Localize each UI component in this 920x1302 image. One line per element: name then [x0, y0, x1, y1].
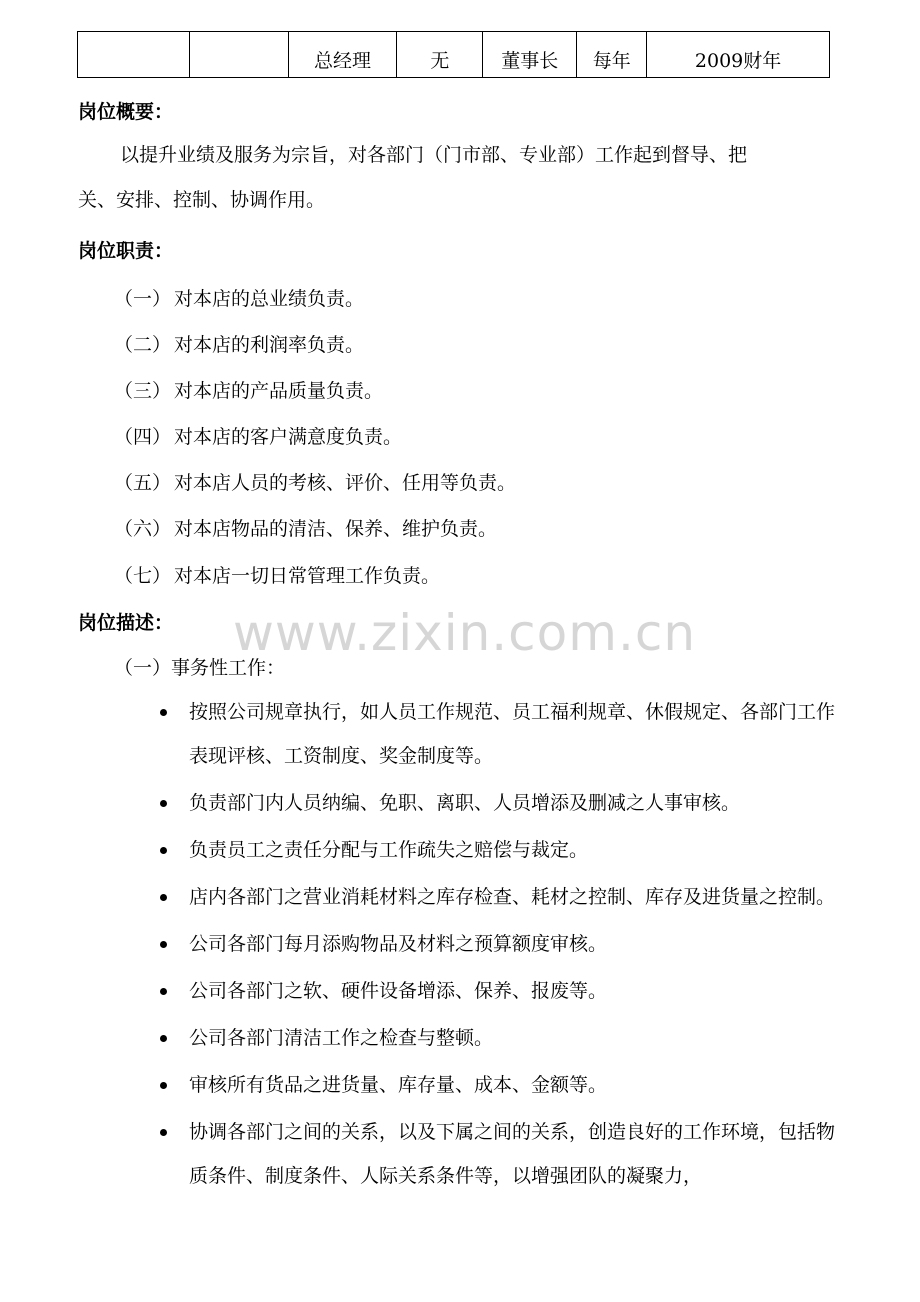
duty-text: 对本店一切日常管理工作负责。: [174, 565, 441, 587]
info-table: [77, 31, 830, 78]
duty-number: （二）: [114, 334, 172, 356]
list-item: [160, 969, 850, 1013]
bullet-icon: [160, 709, 167, 716]
duties-heading: 岗位职责：: [78, 240, 174, 262]
table-row: [78, 32, 830, 78]
duty-text: 对本店的利润率负责。: [174, 334, 365, 356]
duty-item: [114, 422, 402, 449]
duty-item: [114, 468, 516, 495]
bullet-icon: [160, 988, 167, 995]
duty-item: [114, 284, 364, 311]
list-item: [160, 1016, 850, 1060]
list-item: [160, 1110, 850, 1198]
bullet-icon: [160, 1082, 167, 1089]
watermark: www.zixin.com.cn: [233, 604, 697, 662]
duty-number: （七）: [114, 565, 172, 587]
description-subheading: （一）事务性工作：: [114, 657, 286, 679]
duty-item: [114, 376, 383, 403]
bullet-text: 负责员工之责任分配与工作疏失之赔偿与裁定。: [189, 839, 589, 861]
bullet-icon: [160, 894, 167, 901]
list-item: [160, 875, 850, 919]
duty-text: 对本店的客户满意度负责。: [174, 426, 403, 448]
bullet-text: 店内各部门之营业消耗材料之库存检查、耗材之控制、库存及进货量之控制。: [189, 886, 836, 908]
list-item: [160, 690, 850, 778]
duty-text: 对本店的产品质量负责。: [174, 380, 384, 402]
duty-text: 对本店人员的考核、评价、任用等负责。: [174, 472, 517, 494]
duty-number: （五）: [114, 472, 172, 494]
bullet-text: 公司各部门清洁工作之检查与整顿。: [189, 1027, 494, 1049]
bullet-text: 公司各部门每月添购物品及材料之预算额度审核。: [189, 933, 608, 955]
overview-line: 关、安排、控制、协调作用。: [78, 189, 326, 211]
bullet-icon: [160, 1129, 167, 1136]
duty-item: [114, 514, 497, 541]
duty-item: [114, 561, 440, 588]
overview-heading: 岗位概要：: [78, 101, 174, 123]
bullet-text: 负责部门内人员纳编、免职、离职、人员增添及删减之人事审核。: [189, 792, 741, 814]
duty-item: [114, 330, 364, 357]
table-cell: 无: [397, 32, 483, 78]
table-cell: 每年: [577, 32, 647, 78]
table-cell: 2009财年: [647, 32, 830, 78]
bullet-icon: [160, 847, 167, 854]
bullet-text: 协调各部门之间的关系，以及下属之间的关系，创造良好的工作环境，包括物质条件、制度条件、人际关系条件等，以增强团队的凝聚力，: [189, 1121, 836, 1187]
table-cell: 董事长: [483, 32, 577, 78]
duty-text: 对本店的总业绩负责。: [174, 288, 365, 310]
list-item: [160, 828, 850, 872]
duty-text: 对本店物品的清洁、保养、维护负责。: [174, 518, 498, 540]
bullet-icon: [160, 800, 167, 807]
duty-number: （三）: [114, 380, 172, 402]
table-cell: 总经理: [288, 32, 397, 78]
list-item: [160, 1063, 850, 1107]
duty-number: （一）: [114, 288, 172, 310]
description-bullet-list: [160, 690, 850, 1201]
table-cell: [78, 32, 190, 78]
bullet-text: 审核所有货品之进货量、库存量、成本、金额等。: [189, 1074, 608, 1096]
table-cell: [189, 32, 288, 78]
bullet-icon: [160, 941, 167, 948]
description-heading: 岗位描述：: [78, 612, 174, 634]
bullet-text: 按照公司规章执行，如人员工作规范、员工福利规章、休假规定、各部门工作表现评核、工资制度、奖金制度等。: [189, 701, 836, 767]
list-item: [160, 781, 850, 825]
duty-number: （六）: [114, 518, 172, 540]
bullet-text: 公司各部门之软、硬件设备增添、保养、报废等。: [189, 980, 608, 1002]
duty-number: （四）: [114, 426, 172, 448]
overview-text: [78, 133, 848, 223]
bullet-icon: [160, 1035, 167, 1042]
overview-line: 以提升业绩及服务为宗旨，对各部门（门市部、专业部）工作起到督导、把: [120, 144, 748, 166]
list-item: [160, 922, 850, 966]
